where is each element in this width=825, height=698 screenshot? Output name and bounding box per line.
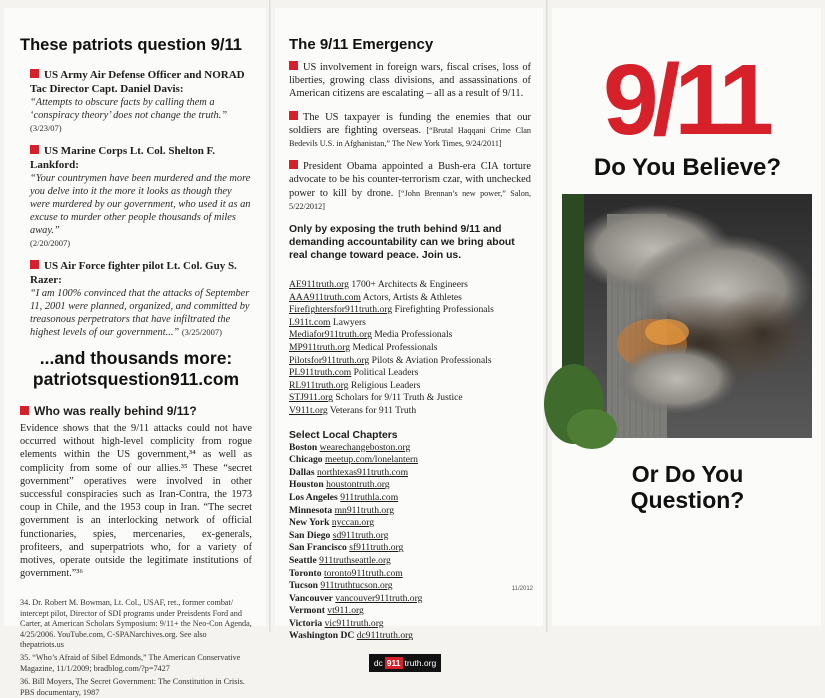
chapter-link[interactable]: vt911.org bbox=[327, 605, 364, 617]
org-link[interactable]: Firefightersfor911truth.org bbox=[289, 304, 393, 316]
org-item bbox=[289, 367, 531, 380]
chapter-city: Washington DC bbox=[289, 630, 355, 642]
chapter-city: Tucson bbox=[289, 580, 318, 592]
chapter-city: Los Angeles bbox=[289, 491, 338, 503]
emergency-title: The 9/11 Emergency bbox=[289, 36, 434, 53]
chapter-link[interactable]: 911truthseattle.org bbox=[319, 554, 391, 566]
chapter-city: Minnesota bbox=[289, 504, 333, 516]
believe-heading: Do You Believe? bbox=[593, 154, 782, 181]
dc911truth-logo: dc 911 truth.org bbox=[369, 654, 441, 672]
footnote: 34. Dr. Robert M. Bowman, Lt. Col., USAF, ret., former combat/ intercept pilot, Director of SDI programs under Preisdents Ford and Carter, at American Scholars Symposium: 9/11+ the Neo-Con Agenda, 4/25/2006. YouTube.com, C-SPANarchives.org. See also thepatriots.us bbox=[20, 598, 252, 650]
chapters-title: Select Local Chapters bbox=[289, 429, 398, 441]
patriots-site[interactable]: patriotsquestion911.com bbox=[32, 369, 240, 389]
org-item bbox=[289, 392, 531, 405]
chapter-link[interactable]: sd911truth.org bbox=[332, 529, 389, 541]
org-desc: Pilots & Aviation Professionals bbox=[369, 354, 492, 366]
chapter-link[interactable]: 911truthtucson.org bbox=[320, 580, 393, 592]
panel-emergency bbox=[275, 8, 543, 669]
chapter-city: New York bbox=[289, 517, 330, 529]
red-square-icon bbox=[30, 69, 39, 78]
chapter-item bbox=[289, 517, 531, 530]
org-desc: Actors, Artists & Athletes bbox=[360, 291, 462, 303]
chapter-city: Toronto bbox=[289, 567, 322, 579]
chapter-link[interactable]: houstontruth.org bbox=[326, 479, 390, 491]
quote-date: (3/23/07) bbox=[30, 123, 62, 133]
footnotes bbox=[20, 598, 252, 698]
bullet-text: US involvement in foreign wars, fiscal crises, loss of liberties, growing class divisions, and assassinations of American citizens are escalating – all as a result of 9/11. bbox=[289, 62, 531, 100]
thousands-more bbox=[20, 348, 252, 390]
chapter-item bbox=[289, 505, 531, 518]
bullet-text: President Obama appointed a Bush-era CIA torture advocate to be his counter-terrorism czar, with unchecked power to kill by drone. bbox=[289, 161, 531, 199]
question-line: Or Do You bbox=[631, 461, 744, 487]
org-item bbox=[289, 405, 531, 418]
org-item bbox=[289, 292, 531, 305]
edition-date: 11/2012 bbox=[511, 586, 533, 592]
patriots-title: These patriots question 9/11 bbox=[20, 36, 242, 54]
org-item bbox=[289, 304, 531, 317]
org-link[interactable]: PL911truth.com bbox=[289, 367, 352, 379]
fold-divider bbox=[269, 0, 271, 632]
org-item bbox=[289, 329, 531, 342]
org-desc: Medical Professionals bbox=[350, 342, 438, 353]
tower-photo bbox=[562, 194, 812, 438]
chapter-link[interactable]: mn911truth.org bbox=[334, 504, 395, 516]
footnote: 35. “Who’s Afraid of Sibel Edmonds,” The American Conservative Magazine, 11/1/2009; bradblog.com/?p=7427 bbox=[20, 653, 241, 673]
footnote: 36. Bill Moyers, The Secret Government: The Constitution in Crisis. PBS documentary, 1987 bbox=[20, 677, 245, 697]
org-link[interactable]: V911t.org bbox=[289, 404, 328, 416]
patriot-quote: “Your countrymen have been murdered and the more you delve into it the more it looks as though they were murdered by our government, who used it as an excuse to murder other people thousands of miles away.” bbox=[30, 173, 251, 236]
red-square-icon bbox=[289, 111, 298, 120]
call-to-action: Only by exposing the truth behind 9/11 and demanding accountability can we bring about real change toward peace. Join us. bbox=[289, 224, 515, 262]
chapter-city: San Francisco bbox=[289, 542, 347, 554]
chapter-link[interactable]: vancouver911truth.org bbox=[335, 592, 423, 604]
org-link[interactable]: L911t.com bbox=[289, 316, 331, 328]
org-desc: Political Leaders bbox=[351, 367, 419, 379]
org-list bbox=[289, 279, 531, 418]
thousands-more-line: ...and thousands more: bbox=[39, 348, 233, 368]
chapter-city: Chicago bbox=[289, 454, 323, 466]
chapter-city: Houston bbox=[289, 479, 324, 491]
chapter-link[interactable]: toronto911truth.com bbox=[323, 567, 403, 579]
chapter-item bbox=[289, 479, 531, 492]
chapter-link[interactable]: meetup.com/lonelantern bbox=[324, 454, 418, 466]
emergency-bullet bbox=[289, 111, 531, 151]
chapter-item bbox=[289, 568, 531, 581]
chapter-item bbox=[289, 467, 531, 480]
chapter-item bbox=[289, 492, 531, 505]
chapter-link[interactable]: vic911truth.org bbox=[324, 617, 384, 629]
bullet-source: [“John Brennan’s new power,” Salon, 5/22/2012] bbox=[289, 188, 531, 211]
chapter-list bbox=[289, 442, 531, 644]
patriot-item bbox=[20, 68, 252, 135]
chapter-link[interactable]: dc911truth.org bbox=[356, 630, 413, 642]
emergency-bullet bbox=[289, 61, 531, 101]
patriot-item bbox=[20, 144, 252, 250]
org-link[interactable]: STJ911.org bbox=[289, 392, 333, 404]
chapter-city: Dallas bbox=[289, 466, 315, 478]
org-item bbox=[289, 380, 531, 393]
patriot-name: US Air Force fighter pilot Lt. Col. Guy S. Razer: bbox=[30, 260, 237, 286]
panel-cover bbox=[552, 8, 821, 626]
org-desc: Religious Leaders bbox=[348, 379, 421, 391]
chapter-city: Seattle bbox=[289, 554, 317, 566]
bullet-source: [“Brutal Haqqani Crime Clan Bedevils U.S. in Afghanistan,” The New York Times, 9/24/2011] bbox=[289, 125, 531, 149]
org-link[interactable]: RL911truth.org bbox=[289, 379, 349, 391]
panel-patriots bbox=[4, 8, 266, 697]
chapter-city: Vermont bbox=[289, 605, 325, 617]
chapter-item bbox=[289, 605, 531, 618]
patriot-name: US Army Air Defense Officer and NORAD Tac Director Capt. Daniel Davis: bbox=[30, 69, 245, 95]
chapter-link[interactable]: sf911truth.org bbox=[349, 542, 404, 554]
chapter-item bbox=[289, 618, 531, 631]
chapter-city: Boston bbox=[289, 441, 318, 453]
org-link[interactable]: Mediafor911truth.org bbox=[289, 329, 372, 341]
org-desc: Lawyers bbox=[330, 316, 366, 328]
behind-title: Who was really behind 9/11? bbox=[34, 404, 197, 418]
patriot-quote: “I am 100% convinced that the attacks of September 11, 2001 were planned, organized, and committed by treasonous perpetrators that have infiltrated the highest levels of our government...” bbox=[30, 288, 250, 338]
chapter-item bbox=[289, 530, 531, 543]
org-item bbox=[289, 355, 531, 368]
quote-date: (2/20/2007) bbox=[30, 238, 71, 248]
chapter-link[interactable]: nyccan.org bbox=[331, 517, 375, 529]
red-square-icon bbox=[289, 61, 298, 70]
chapter-item bbox=[289, 593, 531, 606]
patriot-item bbox=[20, 259, 252, 339]
chapter-item bbox=[289, 580, 531, 593]
chapter-item bbox=[289, 442, 531, 455]
org-item bbox=[289, 317, 531, 330]
org-desc: Veterans for 911 Truth bbox=[327, 404, 417, 416]
org-desc: 1700+ Architects & Engineers bbox=[348, 279, 468, 291]
org-item bbox=[289, 279, 531, 292]
org-desc: Media Professionals bbox=[371, 329, 453, 341]
org-link[interactable]: AAA911truth.com bbox=[289, 291, 361, 303]
org-desc: Scholars for 9/11 Truth & Justice bbox=[332, 392, 463, 404]
fold-divider bbox=[546, 0, 548, 632]
emergency-bullet bbox=[289, 160, 531, 213]
patriot-quote: “Attempts to obscure facts by calling them a ‘conspiracy theory’ does not change the truth.” bbox=[30, 97, 228, 121]
chapter-city: San Diego bbox=[289, 529, 331, 541]
chapter-item bbox=[289, 454, 531, 467]
chapter-item bbox=[289, 542, 531, 555]
chapter-link[interactable]: 911truthla.com bbox=[340, 491, 399, 503]
org-link[interactable]: Pilotsfor911truth.org bbox=[289, 354, 370, 366]
patriot-name: US Marine Corps Lt. Col. Shelton F. Lankford: bbox=[30, 145, 216, 171]
org-link[interactable]: MP911truth.org bbox=[289, 342, 351, 353]
org-desc: Firefighting Professionals bbox=[392, 304, 494, 316]
question-line: Question? bbox=[630, 487, 745, 513]
question-heading bbox=[562, 461, 813, 513]
bullet-text: The US taxpayer is funding the enemies that our soldiers are fighting overseas. bbox=[289, 111, 531, 136]
chapter-city: Victoria bbox=[289, 617, 323, 629]
red-square-icon bbox=[30, 145, 39, 154]
chapter-city: Vancouver bbox=[289, 592, 333, 604]
chapter-item bbox=[289, 555, 531, 568]
red-square-icon bbox=[30, 260, 39, 269]
quote-date: (3/25/2007) bbox=[181, 327, 222, 337]
org-link[interactable]: AE911truth.org bbox=[289, 279, 349, 291]
chapter-link[interactable]: wearechangeboston.org bbox=[319, 441, 411, 453]
org-item bbox=[289, 342, 531, 355]
red-square-icon bbox=[20, 406, 29, 415]
chapter-link[interactable]: northtexas911truth.com bbox=[317, 466, 409, 478]
behind-body: Evidence shows that the 9/11 attacks could not have occurred without high-level complicity from rogue elements within the US government,³⁴ as well as complicity from some of our allies.³⁵ These “secret government” operatives were involved in other successful conspiracies such as Iran-Contra, the 1973 coup in Chile, and the 1953 coup in Iran. “The secret government is an interlocking network of official functionaries, spies, mercenaries, ex-generals, profiteers, and superpatriots who, for a variety of motives, operate outside the legitimate institutions of government.”³⁶ bbox=[20, 423, 252, 580]
red-square-icon bbox=[289, 160, 298, 169]
cover-title: 9/11 bbox=[602, 44, 769, 156]
chapter-item bbox=[289, 630, 531, 643]
